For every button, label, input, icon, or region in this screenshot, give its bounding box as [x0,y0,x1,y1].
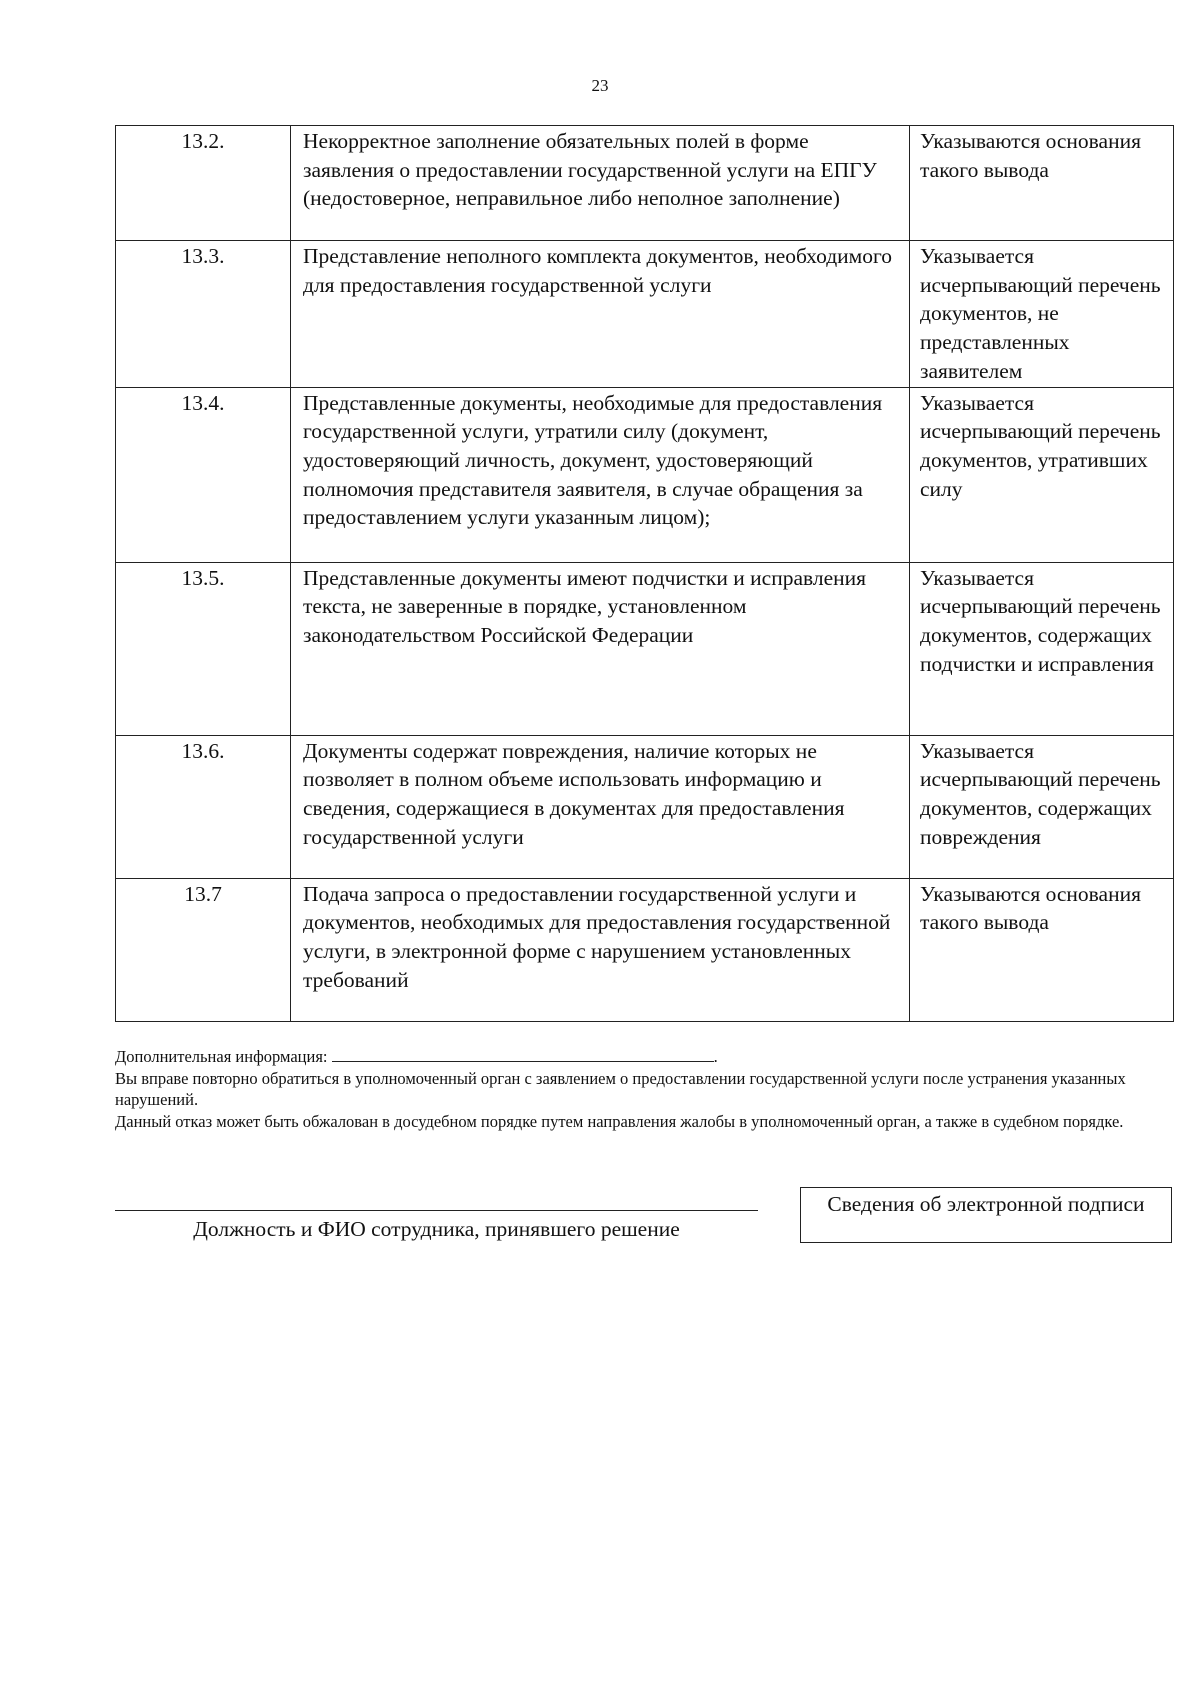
row-number: 13.6. [116,735,291,878]
row-explanation: Указываются основания такого вывода [910,126,1174,241]
table-row [116,387,1174,562]
row-number: 13.4. [116,387,291,562]
appeal-notice: Данный отказ может быть обжалован в досудебном порядке путем направления жалобы в уполномоченный орган, а также в судебном порядке. [115,1112,1124,1132]
row-number: 13.2. [116,126,291,241]
row-number: 13.7 [116,878,291,1021]
row-explanation: Указываются основания такого вывода [910,878,1174,1021]
table-row [116,562,1174,735]
table-row [116,241,1174,388]
row-number: 13.3. [116,241,291,388]
row-description: Представление неполного комплекта документов, необходимого для предоставления государственной услуги [291,241,910,388]
table-row [116,878,1174,1021]
row-description: Подача запроса о предоставлении государственной услуги и документов, необходимых для предоставления государственной услуги, в электронной форме с нарушением установленных требований [291,878,910,1021]
row-explanation: Указывается исчерпывающий перечень документов, содержащих повреждения [910,735,1174,878]
row-description: Представленные документы, необходимые для предоставления государственной услуги, утратили силу (документ, удостоверяющий личность, документ, удостоверяющий полномочия представителя заявителя, в случае обращения за предоставлением услуги указанным лицом); [291,387,910,562]
refusal-reasons-table [115,125,1174,1022]
additional-info-blank-field [332,1047,714,1062]
row-description: Некорректное заполнение обязательных полей в форме заявления о предоставлении государственной услуги на ЕПГУ (недостоверное, неправильное либо неполное заполнение) [291,126,910,241]
row-number: 13.5. [116,562,291,735]
table-row [116,126,1174,241]
table-row [116,735,1174,878]
additional-info-label: Дополнительная информация: [115,1047,328,1066]
signature-line [115,1210,758,1211]
electronic-signature-box: Сведения об электронной подписи [800,1187,1172,1243]
row-explanation: Указывается исчерпывающий перечень документов, не представленных заявителем [910,241,1174,388]
signature-caption: Должность и ФИО сотрудника, принявшего решение [193,1217,680,1241]
additional-info-block [115,1046,1175,1133]
additional-info-line: Дополнительная информация: . [115,1047,718,1066]
reapply-notice: Вы вправе повторно обратиться в уполномоченный орган с заявлением о предоставлении государственной услуги после устранения указанных нарушений. [115,1068,1126,1110]
page-number: 23 [591,76,609,95]
row-explanation: Указывается исчерпывающий перечень документов, содержащих подчистки и исправления [910,562,1174,735]
row-description: Документы содержат повреждения, наличие которых не позволяет в полном объеме использовать информацию и сведения, содержащиеся в документах для предоставления государственной услуги [291,735,910,878]
row-explanation: Указывается исчерпывающий перечень документов, утративших силу [910,387,1174,562]
row-description: Представленные документы имеют подчистки и исправления текста, не заверенные в порядке, установленном законодательством Российской Федерации [291,562,910,735]
